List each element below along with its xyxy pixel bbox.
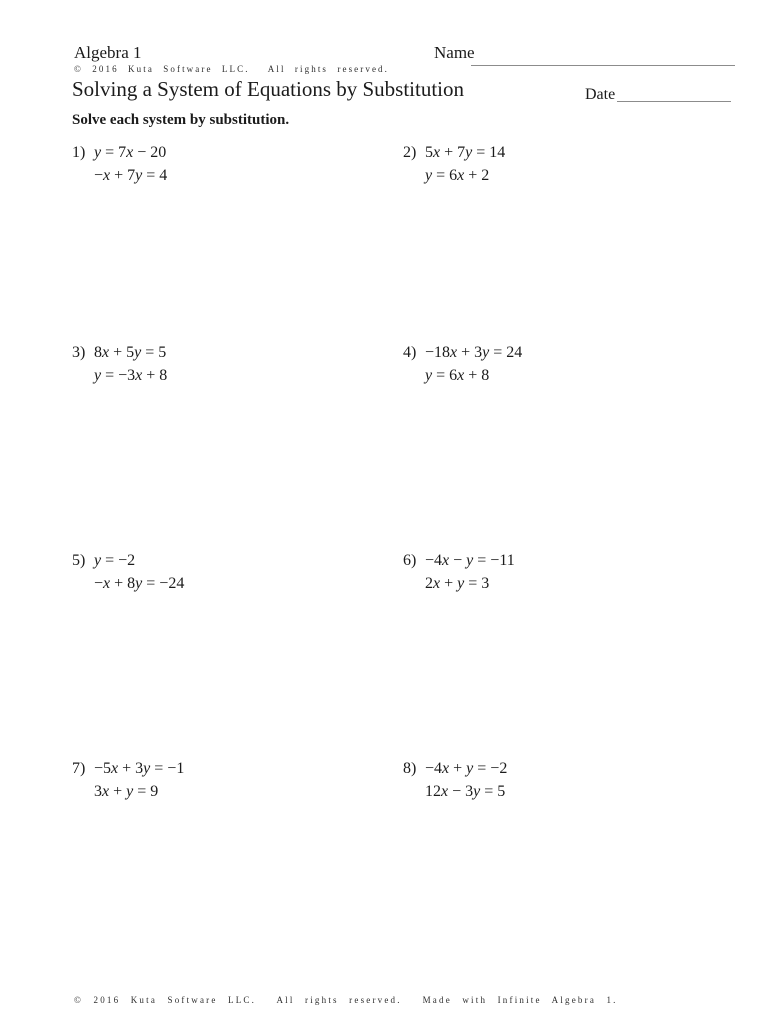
problem-1: [72, 141, 167, 187]
equation-1: 8x + 5y = 5: [94, 344, 167, 361]
equation-1: −5x + 3y = −1: [94, 760, 185, 777]
equation-1: 5x + 7y = 14: [425, 144, 506, 161]
equation-2: −x + 7y = 4: [94, 167, 168, 184]
equation-1: −4x − y = −11: [425, 552, 515, 569]
date-label: Date: [585, 86, 616, 103]
problem-first-line: [72, 757, 184, 780]
problem-4: [403, 341, 522, 387]
problem-first-line: [403, 141, 505, 164]
problem-8: [403, 757, 507, 803]
problem-6: [403, 549, 515, 595]
problem-number: 3): [72, 344, 86, 361]
problem-number: 1): [72, 144, 86, 161]
equation-2: y = 6x + 2: [425, 167, 490, 184]
equation-1: y = 7x − 20: [94, 144, 167, 161]
name-blank-line: [471, 65, 735, 66]
equation-2: 3x + y = 9: [94, 783, 159, 800]
problem-3: [72, 341, 167, 387]
copyright-header: © 2016 Kuta Software LLC. All rights reserved.: [74, 64, 390, 74]
equation-1: y = −2: [94, 552, 136, 569]
equation-2: 2x + y = 3: [425, 575, 490, 592]
problem-number: 2): [403, 144, 417, 161]
copyright-footer: © 2016 Kuta Software LLC. All rights reserved. Made with Infinite Algebra 1.: [74, 995, 618, 1005]
equation-2: y = −3x + 8: [94, 367, 168, 384]
problem-number: 4): [403, 344, 417, 361]
problem-first-line: [72, 141, 167, 164]
problem-5: [72, 549, 184, 595]
problem-first-line: [403, 549, 515, 572]
date-blank-line: [617, 101, 731, 102]
problem-number: 8): [403, 760, 417, 777]
instructions-text: Solve each system by substitution.: [72, 112, 290, 128]
problem-number: 5): [72, 552, 86, 569]
equation-1: −4x + y = −2: [425, 760, 508, 777]
equation-2: 12x − 3y = 5: [425, 783, 506, 800]
problem-2: [403, 141, 505, 187]
problem-first-line: [403, 341, 522, 364]
worksheet-title: Solving a System of Equations by Substitution: [72, 77, 465, 101]
course-label: Algebra 1: [74, 43, 142, 62]
equation-1: −18x + 3y = 24: [425, 344, 523, 361]
equation-2: −x + 8y = −24: [94, 575, 185, 592]
problem-first-line: [72, 341, 167, 364]
problem-first-line: [72, 549, 184, 572]
problem-number: 6): [403, 552, 417, 569]
equation-2: y = 6x + 8: [425, 367, 490, 384]
name-label: Name: [434, 43, 475, 62]
problem-number: 7): [72, 760, 86, 777]
problem-first-line: [403, 757, 507, 780]
problem-7: [72, 757, 184, 803]
